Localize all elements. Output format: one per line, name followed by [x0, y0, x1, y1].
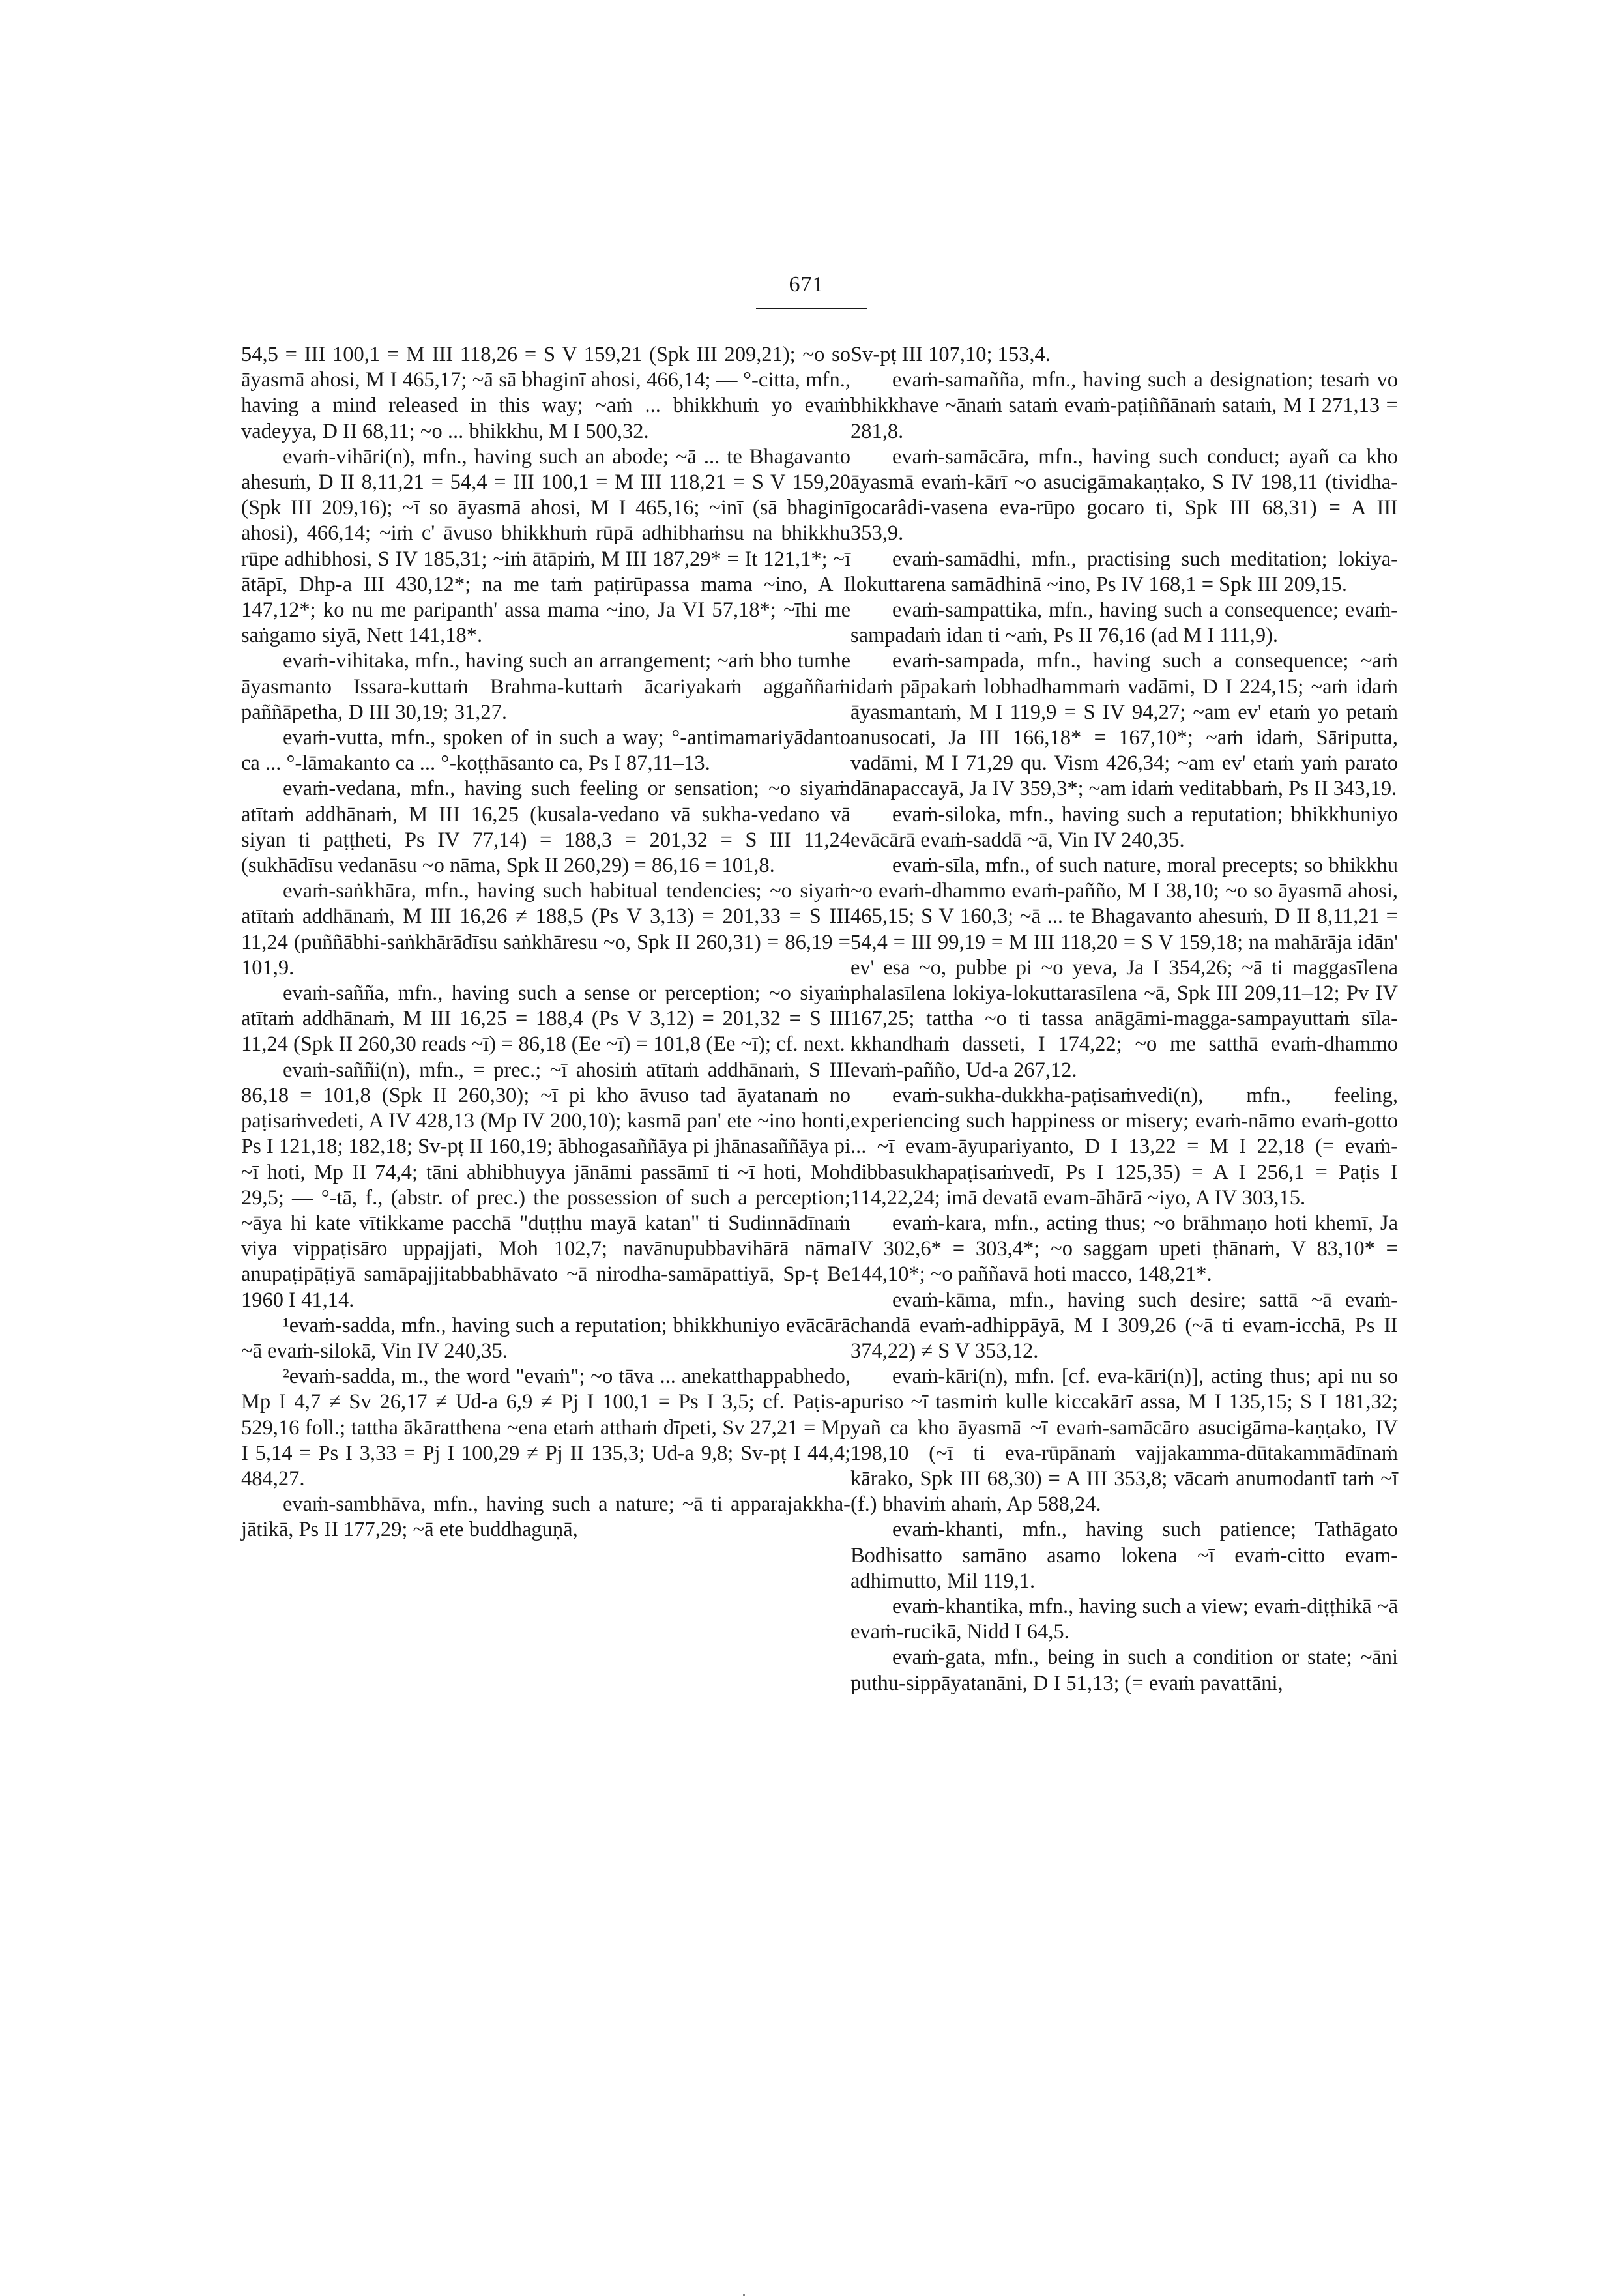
dictionary-entry: evaṁ-vihitaka, mfn., having such an arrangement; ~aṁ bho tumhe āyasmanto Issara-kuttaṁ Brahma-kuttaṁ ācariyakaṁ aggaññaṁ paññāpetha, D III 30,19; 31,27. [241, 649, 850, 724]
left-column [241, 342, 850, 1543]
dictionary-entry: evaṁ-sambhāva, mfn., having such a nature; ~ā ti apparajakkha-jātikā, Ps II 177,29; ~ā ete buddhaguṇā, [241, 1492, 850, 1542]
dictionary-entry: ¹evaṁ-sadda, mfn., having such a reputation; bhikkhuniyo evācārā ~ā evaṁ-silokā, Vin IV 240,35. [241, 1313, 850, 1363]
dictionary-entry: evaṁ-vutta, mfn., spoken of in such a way; °-antimamariyādanto ca ... °-lāmakanto ca ... °-koṭṭhāsanto ca, Ps I 87,11–13. [241, 726, 850, 776]
dictionary-entry: evaṁ-sampattika, mfn., having such a consequence; evaṁ-sampadaṁ idan ti ~aṁ, Ps II 76,16 (ad M I 111,9). [850, 598, 1398, 648]
page-number: 671 [789, 272, 824, 297]
dictionary-entry: ²evaṁ-sadda, m., the word "evaṁ"; ~o tāva ... anekatthappabhedo, Mp I 4,7 ≠ Sv 26,17 ≠ Ud-a 6,9 ≠ Pj I 100,1 = Ps I 3,5; cf. Paṭis-a 529,16 foll.; tattha ākāratthena ~ena etaṁ atthaṁ dīpeti, Sv 27,21 = Mp I 5,14 = Ps I 3,33 = Pj I 100,29 ≠ Pj II 135,3; Ud-a 9,8; Sv-pṭ I 44,4; 484,27. [241, 1365, 850, 1490]
right-column [850, 342, 1398, 1696]
dictionary-entry: evaṁ-saññi(n), mfn., = prec.; ~ī ahosiṁ atītaṁ addhānaṁ, S III 86,18 = 101,8 (Spk II 260,30); ~ī pi kho āvuso tad āyatanaṁ no paṭisaṁvedeti, A IV 428,13 (Mp IV 200,10); kasmā pan' ete ~ino honti, Ps I 121,18; 182,18; Sv-pṭ II 160,19; ābhogasaññāya pi jhānasaññāya pi ~ī hoti, Mp II 74,4; tāni abhibhuyya jānāmi passāmī ti ~ī hoti, Moh 29,5; — °-tā, f., (abstr. of prec.) the possession of such a perception; ~āya hi kate vītikkame pacchā "duṭṭhu mayā katan" ti Sudinnādīnaṁ viya vippaṭisāro uppajjati, Moh 102,7; navānupubbavihārā nāma anupaṭipāṭiyā samāpajjitabbabhāvato ~ā nirodha-samāpattiyā, Sp-ṭ Be 1960 I 41,14. [241, 1058, 850, 1312]
dictionary-entry: evaṁ-kara, mfn., acting thus; ~o brāhmaṇo hoti khemī, Ja IV 302,6* = 303,4*; ~o saggam upeti ṭhānaṁ, V 83,10* = 144,10*; ~o paññavā hoti macco, 148,21*. [850, 1211, 1398, 1286]
dictionary-entry: evaṁ-khantika, mfn., having such a view; evaṁ-diṭṭhikā ~ā evaṁ-rucikā, Nidd I 64,5. [850, 1594, 1398, 1644]
dictionary-entry: evaṁ-sīla, mfn., of such nature, moral precepts; so bhikkhu ~o evaṁ-dhammo evaṁ-pañño, M I 38,10; ~o so āyasmā ahosi, 465,15; S V 160,3; ~ā ... te Bhagavanto ahesuṁ, D II 8,11,21 = 54,4 = III 99,19 = M III 118,20 = S V 159,18; na mahārāja idān' ev' esa ~o, pubbe pi ~o yeva, Ja I 354,26; ~ā ti maggasīlena phalasīlena lokiya-lokuttarasīlena ~ā, Spk III 209,11–12; Pv IV 167,25; tattha ~o ti tassa anāgāmi-magga-sampayuttaṁ sīla-kkhandhaṁ dasseti, I 174,22; ~o me satthā evaṁ-dhammo evaṁ-pañño, Ud-a 267,12. [850, 854, 1398, 1082]
dictionary-entry: evaṁ-vihāri(n), mfn., having such an abode; ~ā ... te Bhagavanto ahesuṁ, D II 8,11,21 = 54,4 = III 100,1 = M III 118,21 = S V 159,20 (Spk III 209,16); ~ī so āyasmā ahosi, M I 465,16; ~inī (sā bhaginī ahosi), 466,14; ~iṁ c' āvuso bhikkhuṁ rūpā adhibhaṁsu na bhikkhu rūpe adhibhosi, S IV 185,31; ~iṁ ātāpiṁ, M III 187,29* = It 121,1*; ~ī ātāpī, Dhp-a III 430,12*; na me taṁ paṭirūpassa mama ~ino, A I 147,12*; ko nu me paripanth' assa mama ~ino, Ja VI 57,18*; ~īhi me saṅgamo siyā, Nett 141,18*. [241, 444, 850, 648]
dictionary-entry: evaṁ-khanti, mfn., having such patience; Tathāgato Bodhisatto samāno asamo lokena ~ī evaṁ-citto evam-adhimutto, Mil 119,1. [850, 1518, 1398, 1593]
dictionary-entry: evaṁ-samañña, mfn., having such a designation; tesaṁ vo bhikkhave ~ānaṁ sataṁ evaṁ-paṭiññānaṁ sataṁ, M I 271,13 = 281,8. [850, 368, 1398, 443]
header-rule [756, 308, 867, 309]
entry-continuation: 54,5 = III 100,1 = M III 118,26 = S V 159,21 (Spk III 209,21); ~o so āyasmā ahosi, M I 465,17; ~ā sā bhaginī ahosi, 466,14; — °-citta, mfn., having a mind released in this way; ~aṁ ... bhikkhuṁ yo evaṁ vadeyya, D II 68,11; ~o ... bhikkhu, M I 500,32. [241, 343, 850, 443]
dictionary-entry: evaṁ-saṅkhāra, mfn., having such habitual tendencies; ~o siyaṁ atītaṁ addhānaṁ, M III 16,26 ≠ 188,5 (Ps V 3,13) = 201,33 = S III 11,24 (puññābhi-saṅkhārādīsu saṅkhāresu ~o, Spk II 260,31) = 86,19 = 101,9. [241, 879, 850, 980]
dictionary-entry: evaṁ-samācāra, mfn., having such conduct; ayañ ca kho āyasmā evaṁ-kārī ~o asucigāmakaṇṭako, S IV 198,11 (tividha-gocarâdi-vasena eva-rūpo gocaro ti, Spk III 68,31) = A III 353,9. [850, 444, 1398, 545]
dictionary-entry: evaṁ-gata, mfn., being in such a condition or state; ~āni puthu-sippāyatanāni, D I 51,13; (= evaṁ pavattāni, [850, 1646, 1398, 1695]
dictionary-entry: evaṁ-kāma, mfn., having such desire; sattā ~ā evaṁ-chandā evaṁ-adhippāyā, M I 309,26 (~ā ti evam-icchā, Ps II 374,22) ≠ S V 353,12. [850, 1288, 1398, 1363]
dictionary-entry: evaṁ-sukha-dukkha-paṭisaṁvedi(n), mfn., feeling, experiencing such happiness or misery; evaṁ-nāmo evaṁ-gotto ... ~ī evam-āyupariyanto, D I 13,22 = M I 22,18 (= evaṁ-dibbasukhapaṭisaṁvedī, Ps I 125,35) = A I 256,1 = Paṭis I 114,22,24; imā devatā evam-āhārā ~iyo, A IV 303,15. [850, 1083, 1398, 1210]
dictionary-entry: evaṁ-sampada, mfn., having such a consequence; ~aṁ idaṁ pāpakaṁ lobhadhammaṁ vadāmi, D I 224,15; ~aṁ idaṁ āyasmantaṁ, M I 119,9 = S IV 94,27; ~am ev' etaṁ yo petaṁ anusocati, Ja III 166,18* = 167,10*; ~aṁ idaṁ, Sāriputta, vadāmi, M I 71,29 qu. Vism 426,34; ~am ev' etaṁ yaṁ parato dānapaccayā, Ja IV 359,3*; ~am idaṁ veditabbaṁ, Ps II 343,19. [850, 649, 1398, 801]
dictionary-entry: evaṁ-sañña, mfn., having such a sense or perception; ~o siyaṁ atītaṁ addhānaṁ, M III 16,25 = 188,4 (Ps V 3,12) = 201,32 = S III 11,24 (Spk II 260,30 reads ~ī) = 86,18 (Ee ~ī) = 101,8 (Ee ~ī); cf. next. [241, 981, 850, 1056]
dictionary-entry: evaṁ-kāri(n), mfn. [cf. eva-kāri(n)], acting thus; api nu so puriso ~ī tasmiṁ kulle kiccakārī assa, M I 135,15; S I 181,32; yañ ca kho āyasmā ~ī evaṁ-samācāro asucigāma-kaṇṭako, IV 198,10 (~ī ti eva-rūpānaṁ vajjakamma-dūtakammādīnaṁ kārako, Spk III 68,30) = A III 353,8; vācaṁ anumodantī taṁ ~ī (f.) bhaviṁ ahaṁ, Ap 588,24. [850, 1365, 1398, 1517]
entry-continuation: Sv-pṭ III 107,10; 153,4. [850, 343, 1051, 366]
dictionary-entry: evaṁ-siloka, mfn., having such a reputation; bhikkhuniyo evācārā evaṁ-saddā ~ā, Vin IV 240,35. [850, 802, 1398, 852]
dictionary-entry: evaṁ-samādhi, mfn., practising such meditation; lokiya-lokuttarena samādhinā ~ino, Ps IV 168,1 = Spk III 209,15. [850, 547, 1398, 596]
dictionary-entry: evaṁ-vedana, mfn., having such feeling or sensation; ~o siyaṁ atītaṁ addhānaṁ, M III 16,25 (kusala-vedano vā sukha-vedano vā siyan ti paṭṭheti, Ps IV 77,14) = 188,3 = 201,32 = S III 11,24 (sukhādīsu vedanāsu ~o nāma, Spk II 260,29) = 86,16 = 101,8. [241, 777, 850, 878]
